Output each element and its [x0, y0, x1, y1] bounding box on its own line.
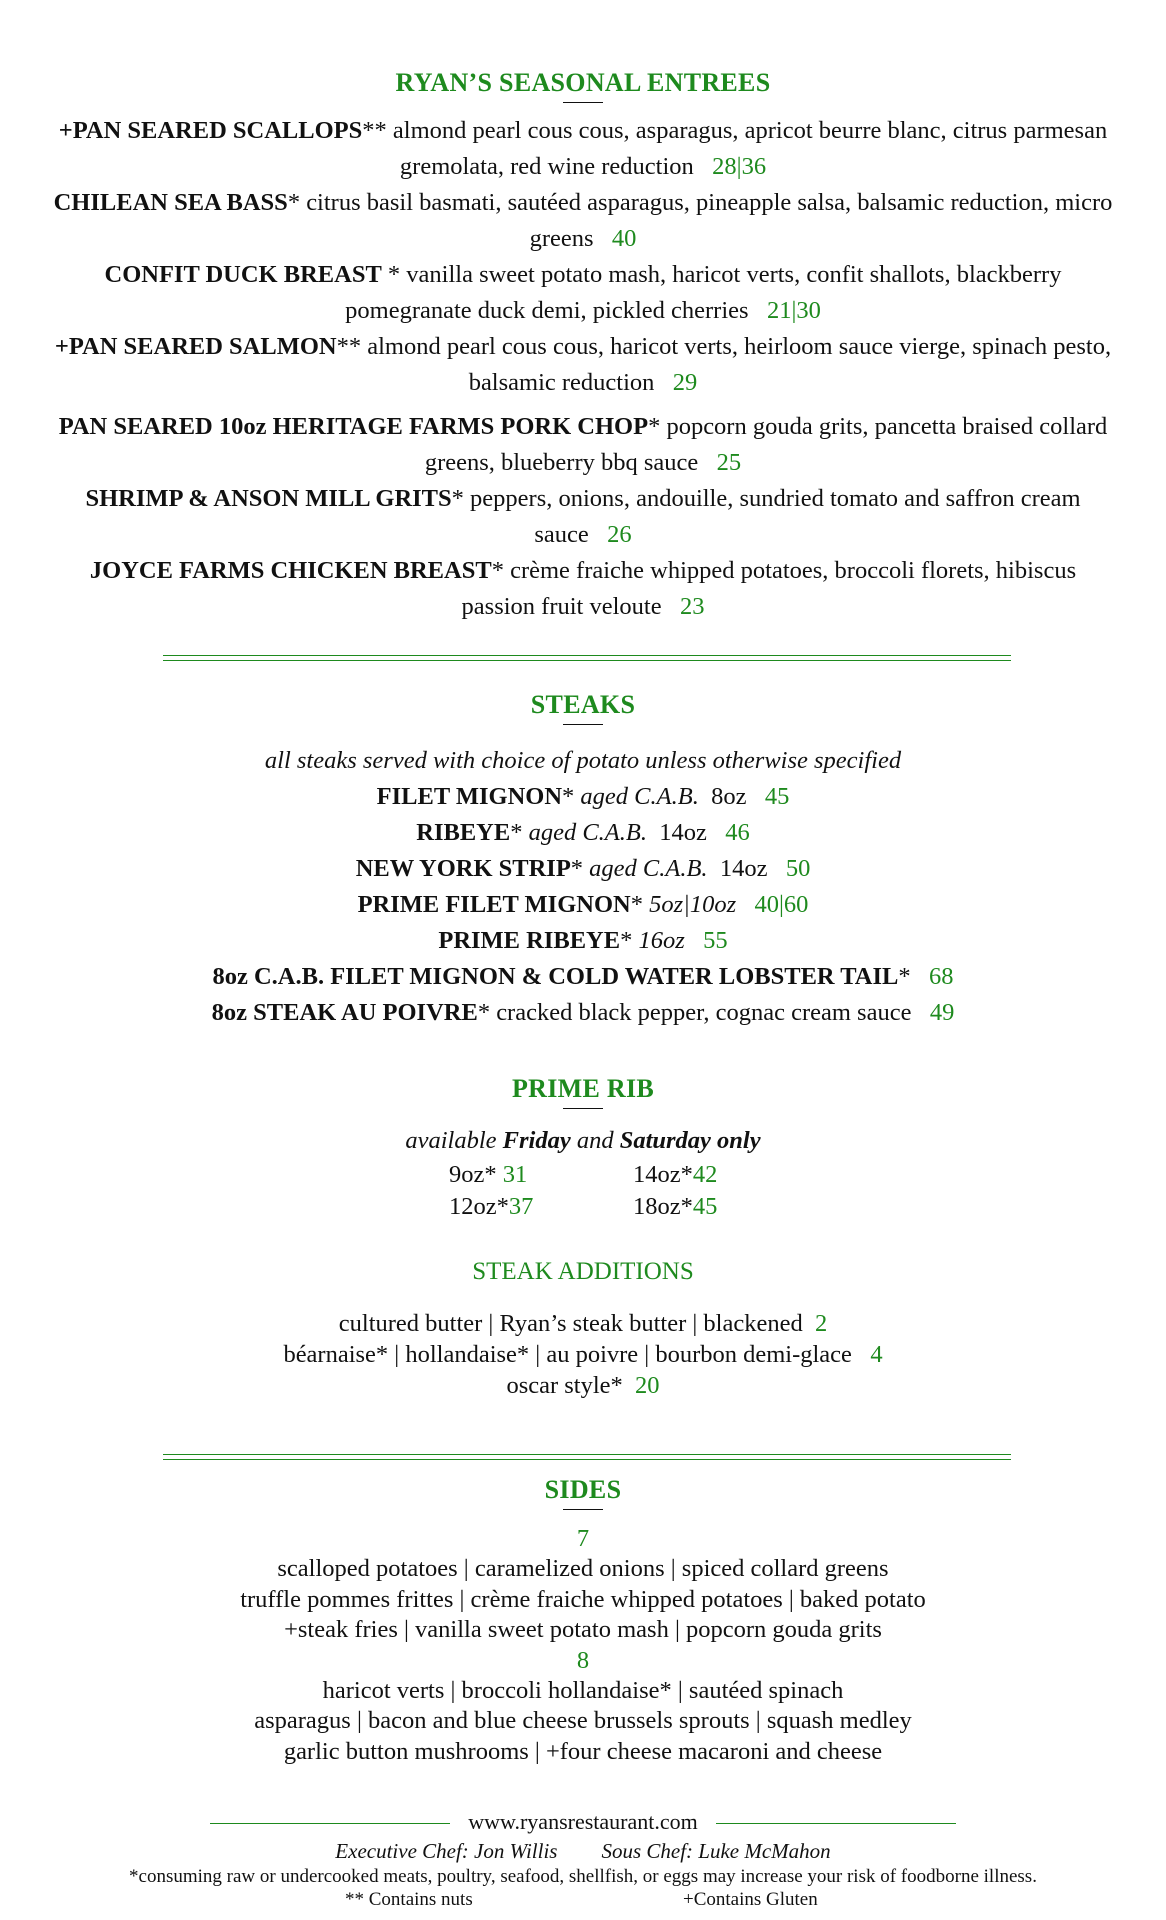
steak-detail: 16oz	[632, 927, 685, 954]
entree-description: popcorn gouda grits, pancetta braised collard greens, blueberry bbq sauce	[424, 413, 1108, 476]
entree-name: +PAN SEARED SCALLOPS	[58, 117, 363, 144]
footer	[0, 1807, 1166, 1911]
steak-price: 55	[703, 927, 728, 954]
steak-name: NEW YORK STRIP	[355, 855, 571, 882]
sides-group	[0, 1554, 1166, 1646]
steak-name: FILET MIGNON	[376, 783, 563, 810]
side-line: +steak fries | vanilla sweet potato mash | popcorn gouda grits	[284, 1616, 882, 1643]
steak-size: 14oz	[659, 819, 707, 846]
steak-size: 14oz	[719, 855, 768, 882]
entree-item: CHILEAN SEA BASS* citrus basil basmati, sautéed asparagus, pineapple salsa, balsamic reduction, micro greens 40	[53, 189, 1113, 252]
steak-item: FILET MIGNON* aged C.A.B. 8oz 45	[376, 783, 790, 810]
entree-list	[0, 113, 1166, 625]
steak-price: 46	[725, 819, 750, 846]
steak-item: RIBEYE* aged C.A.B. 14oz 46	[416, 819, 750, 846]
steak-name: 8oz C.A.B. FILET MIGNON & COLD WATER LOBSTER TAIL	[212, 963, 899, 990]
steak-name: PRIME FILET MIGNON	[357, 891, 631, 918]
steak-detail: cracked black pepper, cognac cream sauce	[490, 999, 912, 1026]
sides-price-tier: 8	[576, 1646, 590, 1674]
steak-item: NEW YORK STRIP* aged C.A.B. 14oz 50	[355, 855, 811, 882]
steaks-note: all steaks served with choice of potato unless otherwise specified	[264, 747, 902, 774]
entree-description: almond pearl cous cous, asparagus, apricot beurre blanc, citrus parmesan gremolata, red wine reduction	[386, 117, 1108, 180]
side-line: truffle pommes frittes | crème fraiche whipped potatoes | baked potato	[240, 1585, 926, 1613]
side-line: asparagus | bacon and blue cheese brussels sprouts | squash medley	[254, 1707, 912, 1734]
steak-detail: aged C.A.B.	[522, 819, 647, 846]
sides-group	[0, 1676, 1166, 1768]
entree-description: vanilla sweet potato mash, haricot verts, confit shallots, blackberry pomegranate duck demi, pickled cherries	[345, 261, 1062, 324]
steak-size: 8oz	[711, 783, 747, 810]
prime-rib-heading: PRIME RIB	[511, 1074, 655, 1103]
entree-name: PAN SEARED 10oz HERITAGE FARMS PORK CHOP	[58, 413, 649, 440]
avail-text: and	[570, 1127, 620, 1154]
prime-rib-section	[0, 1074, 1166, 1223]
entree-item: PAN SEARED 10oz HERITAGE FARMS PORK CHOP* popcorn gouda grits, pancetta braised collard greens, blueberry bbq sauce 25	[58, 413, 1108, 476]
avail-day-friday: Friday	[502, 1127, 571, 1154]
entree-item: JOYCE FARMS CHICKEN BREAST* crème fraiche whipped potatoes, broccoli florets, hibiscus passion fruit veloute 23	[89, 557, 1077, 620]
rib-size-item: 9oz* 31	[449, 1161, 528, 1188]
entree-name: JOYCE FARMS CHICKEN BREAST	[89, 557, 492, 584]
prime-rib-sizes	[433, 1159, 733, 1223]
steak-list	[0, 779, 1166, 1031]
entrees-heading: RYAN’S SEASONAL ENTREES	[395, 68, 771, 97]
rib-size-item: 12oz*37	[449, 1193, 534, 1220]
steak-detail: aged C.A.B.	[583, 855, 708, 882]
sides-heading: SIDES	[544, 1475, 622, 1504]
steak-price: 68	[929, 963, 954, 990]
sous-chef: Sous Chef: Luke McMahon	[601, 1839, 831, 1863]
foodborne-warning: *consuming raw or undercooked meats, poultry, seafood, shellfish, or eggs may increase your risk of foodborne illness.	[129, 1866, 1037, 1887]
additions-line: cultured butter | Ryan’s steak butter | blackened 2	[338, 1310, 828, 1337]
sides-section	[0, 1475, 1166, 1767]
entree-price: 29	[672, 369, 698, 396]
entree-description: crème fraiche whipped potatoes, broccoli florets, hibiscus passion fruit veloute	[461, 557, 1077, 620]
steak-price: 49	[929, 999, 955, 1026]
additions-line: béarnaise* | hollandaise* | au poivre | bourbon demi-glace 4	[283, 1341, 883, 1368]
steak-item: PRIME FILET MIGNON* 5oz|10oz 40|60	[357, 891, 809, 918]
entree-price: 40	[611, 225, 637, 252]
footer-website-row	[0, 1807, 1166, 1837]
executive-chef: Executive Chef: Jon Willis	[335, 1839, 558, 1863]
prime-rib-availability	[0, 1123, 1166, 1159]
steak-item: PRIME RIBEYE* 16oz 55	[438, 927, 728, 954]
steak-price: 45	[764, 783, 790, 810]
rib-size-item: 18oz*45	[633, 1193, 718, 1220]
steak-item: 8oz C.A.B. FILET MIGNON & COLD WATER LOBSTER TAIL* 68	[212, 963, 954, 990]
gluten-note: +Contains Gluten	[683, 1889, 818, 1910]
entree-price: 28|36	[712, 153, 767, 180]
chefs-row	[0, 1837, 1166, 1865]
footer-rule	[210, 1823, 450, 1824]
heading-underline	[563, 1509, 603, 1510]
entree-description: citrus basil basmati, sautéed asparagus, pineapple salsa, balsamic reduction, micro greens	[300, 189, 1113, 252]
steak-detail: aged C.A.B.	[574, 783, 699, 810]
entree-item: CONFIT DUCK BREAST * vanilla sweet potato mash, haricot verts, confit shallots, blackberry pomegranate duck demi, pickled cherries 21|30	[104, 261, 1062, 324]
entree-description: peppers, onions, andouille, sundried tomato and saffron cream sauce	[463, 485, 1081, 548]
steak-price: 40|60	[754, 891, 809, 918]
sides-price-tier: 7	[576, 1525, 590, 1552]
steak-detail: 5oz|10oz	[642, 891, 737, 918]
entree-description: almond pearl cous cous, haricot verts, heirloom sauce vierge, spinach pesto, balsamic reduction	[361, 333, 1112, 396]
additions-line: oscar style* 20	[506, 1372, 660, 1399]
avail-day-saturday: Saturday only	[619, 1127, 761, 1154]
steak-item: 8oz STEAK AU POIVRE* cracked black pepper, cognac cream sauce 49	[211, 999, 955, 1026]
entree-price: 23	[679, 593, 705, 620]
footer-rule	[716, 1823, 956, 1824]
steak-price: 50	[785, 855, 811, 882]
entree-name: CONFIT DUCK BREAST	[104, 261, 382, 288]
entree-name: SHRIMP & ANSON MILL GRITS	[85, 485, 452, 512]
steaks-section	[0, 690, 1166, 1031]
avail-text: available	[405, 1127, 503, 1154]
section-divider	[163, 1454, 1011, 1460]
steak-name: PRIME RIBEYE	[438, 927, 621, 954]
steak-name: 8oz STEAK AU POIVRE	[211, 999, 478, 1026]
additions-heading: STEAK ADDITIONS	[472, 1258, 694, 1285]
entree-item: +PAN SEARED SALMON** almond pearl cous cous, haricot verts, heirloom sauce vierge, spinach pesto, balsamic reduction 29	[54, 333, 1112, 396]
additions-section	[0, 1258, 1166, 1401]
side-line: garlic button mushrooms | +four cheese macaroni and cheese	[283, 1737, 883, 1765]
website-link[interactable]: www.ryansrestaurant.com	[468, 1809, 698, 1834]
entree-name: CHILEAN SEA BASS	[53, 189, 288, 216]
steaks-heading: STEAKS	[530, 690, 636, 719]
heading-underline	[563, 102, 603, 103]
entree-item: SHRIMP & ANSON MILL GRITS* peppers, onions, andouille, sundried tomato and saffron cream sauce 26	[85, 485, 1081, 548]
allergen-legend	[0, 1888, 1166, 1911]
steak-name: RIBEYE	[416, 819, 511, 846]
heading-underline	[563, 724, 603, 725]
nuts-note: ** Contains nuts	[345, 1889, 473, 1910]
entree-price: 25	[716, 449, 742, 476]
side-line: haricot verts | broccoli hollandaise* | sautéed spinach	[322, 1676, 844, 1704]
heading-underline	[563, 1108, 603, 1109]
side-line: scalloped potatoes | caramelized onions | spiced collard greens	[277, 1555, 889, 1582]
entrees-section	[0, 68, 1166, 625]
entree-item: +PAN SEARED SCALLOPS** almond pearl cous cous, asparagus, apricot beurre blanc, citrus parmesan gremolata, red wine reduction 28|36	[58, 117, 1108, 180]
section-divider	[163, 655, 1011, 661]
rib-size-item: 14oz*42	[633, 1161, 718, 1188]
entree-name: +PAN SEARED SALMON	[54, 333, 337, 360]
entree-price: 21|30	[766, 297, 821, 324]
entree-price: 26	[607, 521, 632, 548]
